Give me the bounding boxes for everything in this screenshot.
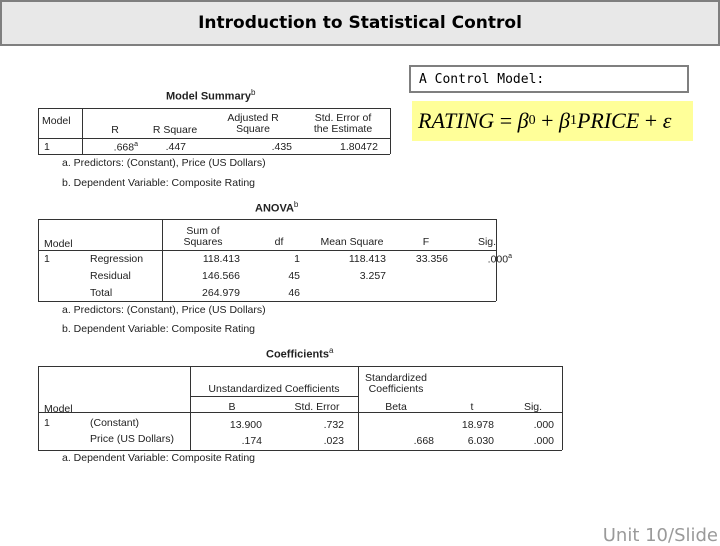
coef-row-price-beta: .668 — [413, 435, 434, 447]
coef-row-constant-label: (Constant) — [90, 417, 140, 429]
anova-row-regression-f: 33.356 — [415, 253, 448, 265]
coef-header-std-error: Std. Error — [294, 401, 340, 413]
coef-row-price-b: .174 — [241, 435, 262, 447]
control-model-label: A Control Model: — [409, 65, 689, 93]
coefficients-title: Coefficients$^a$ — [266, 346, 334, 361]
formula-eps: ε — [662, 108, 672, 133]
anova-row-residual-ms: 3.257 — [359, 270, 386, 282]
anova-row-total-ss: 264.979 — [202, 287, 240, 299]
anova-row-regression-ss: 118.413 — [202, 253, 240, 265]
anova-header-ss: Sum of Squares — [183, 225, 223, 248]
coef-header-beta: Beta — [385, 401, 407, 413]
anova-title: ANOVA$^b$ — [255, 200, 299, 215]
anova-header-f: F — [422, 236, 430, 248]
slide-footer: Unit 10/Slide — [602, 525, 718, 546]
coef-header-t: t — [470, 401, 474, 413]
coef-row-price-t: 6.030 — [467, 435, 494, 447]
anova-header-ms: Mean Square — [320, 236, 384, 248]
anova-row-residual-ss: 146.566 — [202, 270, 240, 282]
ms-header-std-error: Std. Error of the Estimate — [313, 112, 373, 135]
coef-row-constant-sig: .000 — [533, 419, 554, 431]
ms-row-model: 1 — [44, 141, 50, 153]
anova-header-sig: Sig. — [477, 236, 497, 248]
ms-row-r-square: .447 — [165, 141, 186, 153]
anova-header-df: df — [274, 236, 284, 248]
ms-row-std-error: 1.80472 — [340, 141, 378, 153]
ms-row-adj-r-square: .435 — [271, 141, 292, 153]
coef-row-price-label: Price (US Dollars) — [90, 433, 175, 445]
coef-model-num: 1 — [44, 417, 50, 429]
coef-header-b: B — [228, 401, 236, 413]
formula-b1-sub: 1 — [569, 113, 577, 128]
coef-note-a: a. Dependent Variable: Composite Rating — [62, 452, 256, 464]
coef-header-model: Model — [44, 403, 73, 415]
anova-row-total-df: 46 — [288, 287, 300, 299]
anova-note-b: b. Dependent Variable: Composite Rating — [62, 323, 256, 335]
formula-plus2: + — [644, 108, 658, 133]
coef-header-sig: Sig. — [523, 401, 543, 413]
anova-row-regression-label: Regression — [90, 253, 144, 265]
coef-row-constant-se: .732 — [323, 419, 344, 431]
coef-group-unstd: Unstandardized Coefficients — [208, 383, 340, 395]
ms-header-r-square: R Square — [152, 124, 198, 136]
ms-header-adj-r-square: Adjusted R Square — [227, 112, 279, 135]
formula-b0-sub: 0 — [528, 113, 536, 128]
formula-lhs: RATING — [418, 108, 495, 133]
anova-row-regression-ms: 118.413 — [348, 253, 386, 265]
formula-var: PRICE — [576, 108, 640, 133]
slide-title-text: Introduction to Statistical Control — [198, 13, 522, 33]
anova-header-model: Model — [44, 238, 73, 250]
coef-row-constant-t: 18.978 — [461, 419, 494, 431]
anova-row-total-label: Total — [90, 287, 113, 299]
coef-group-std: Standardized Coefficients — [365, 372, 427, 395]
ms-note-a: a. Predictors: (Constant), Price (US Dollars) — [62, 157, 266, 169]
model-summary-title: Model Summary$^b$ — [166, 88, 256, 103]
anova-row-regression-df: 1 — [294, 253, 300, 265]
anova-row-residual-label: Residual — [90, 270, 131, 282]
formula-eq: = — [499, 108, 513, 133]
coef-row-price-sig: .000 — [533, 435, 554, 447]
coef-row-constant-b: 13.900 — [229, 419, 262, 431]
formula-b0: β — [517, 108, 529, 133]
coef-row-price-se: .023 — [323, 435, 344, 447]
anova-note-a: a. Predictors: (Constant), Price (US Dollars) — [62, 304, 266, 316]
anova-row-residual-df: 45 — [288, 270, 300, 282]
ms-header-model: Model — [42, 115, 71, 127]
formula-plus1: + — [541, 108, 554, 133]
ms-row-r: .668$^a$ — [113, 141, 138, 154]
anova-row-regression-sig: .000$^a$ — [487, 253, 512, 266]
anova-model-num: 1 — [44, 253, 50, 265]
formula-b1: β — [559, 108, 570, 133]
ms-note-b: b. Dependent Variable: Composite Rating — [62, 177, 256, 189]
ms-header-r: R — [111, 124, 119, 136]
